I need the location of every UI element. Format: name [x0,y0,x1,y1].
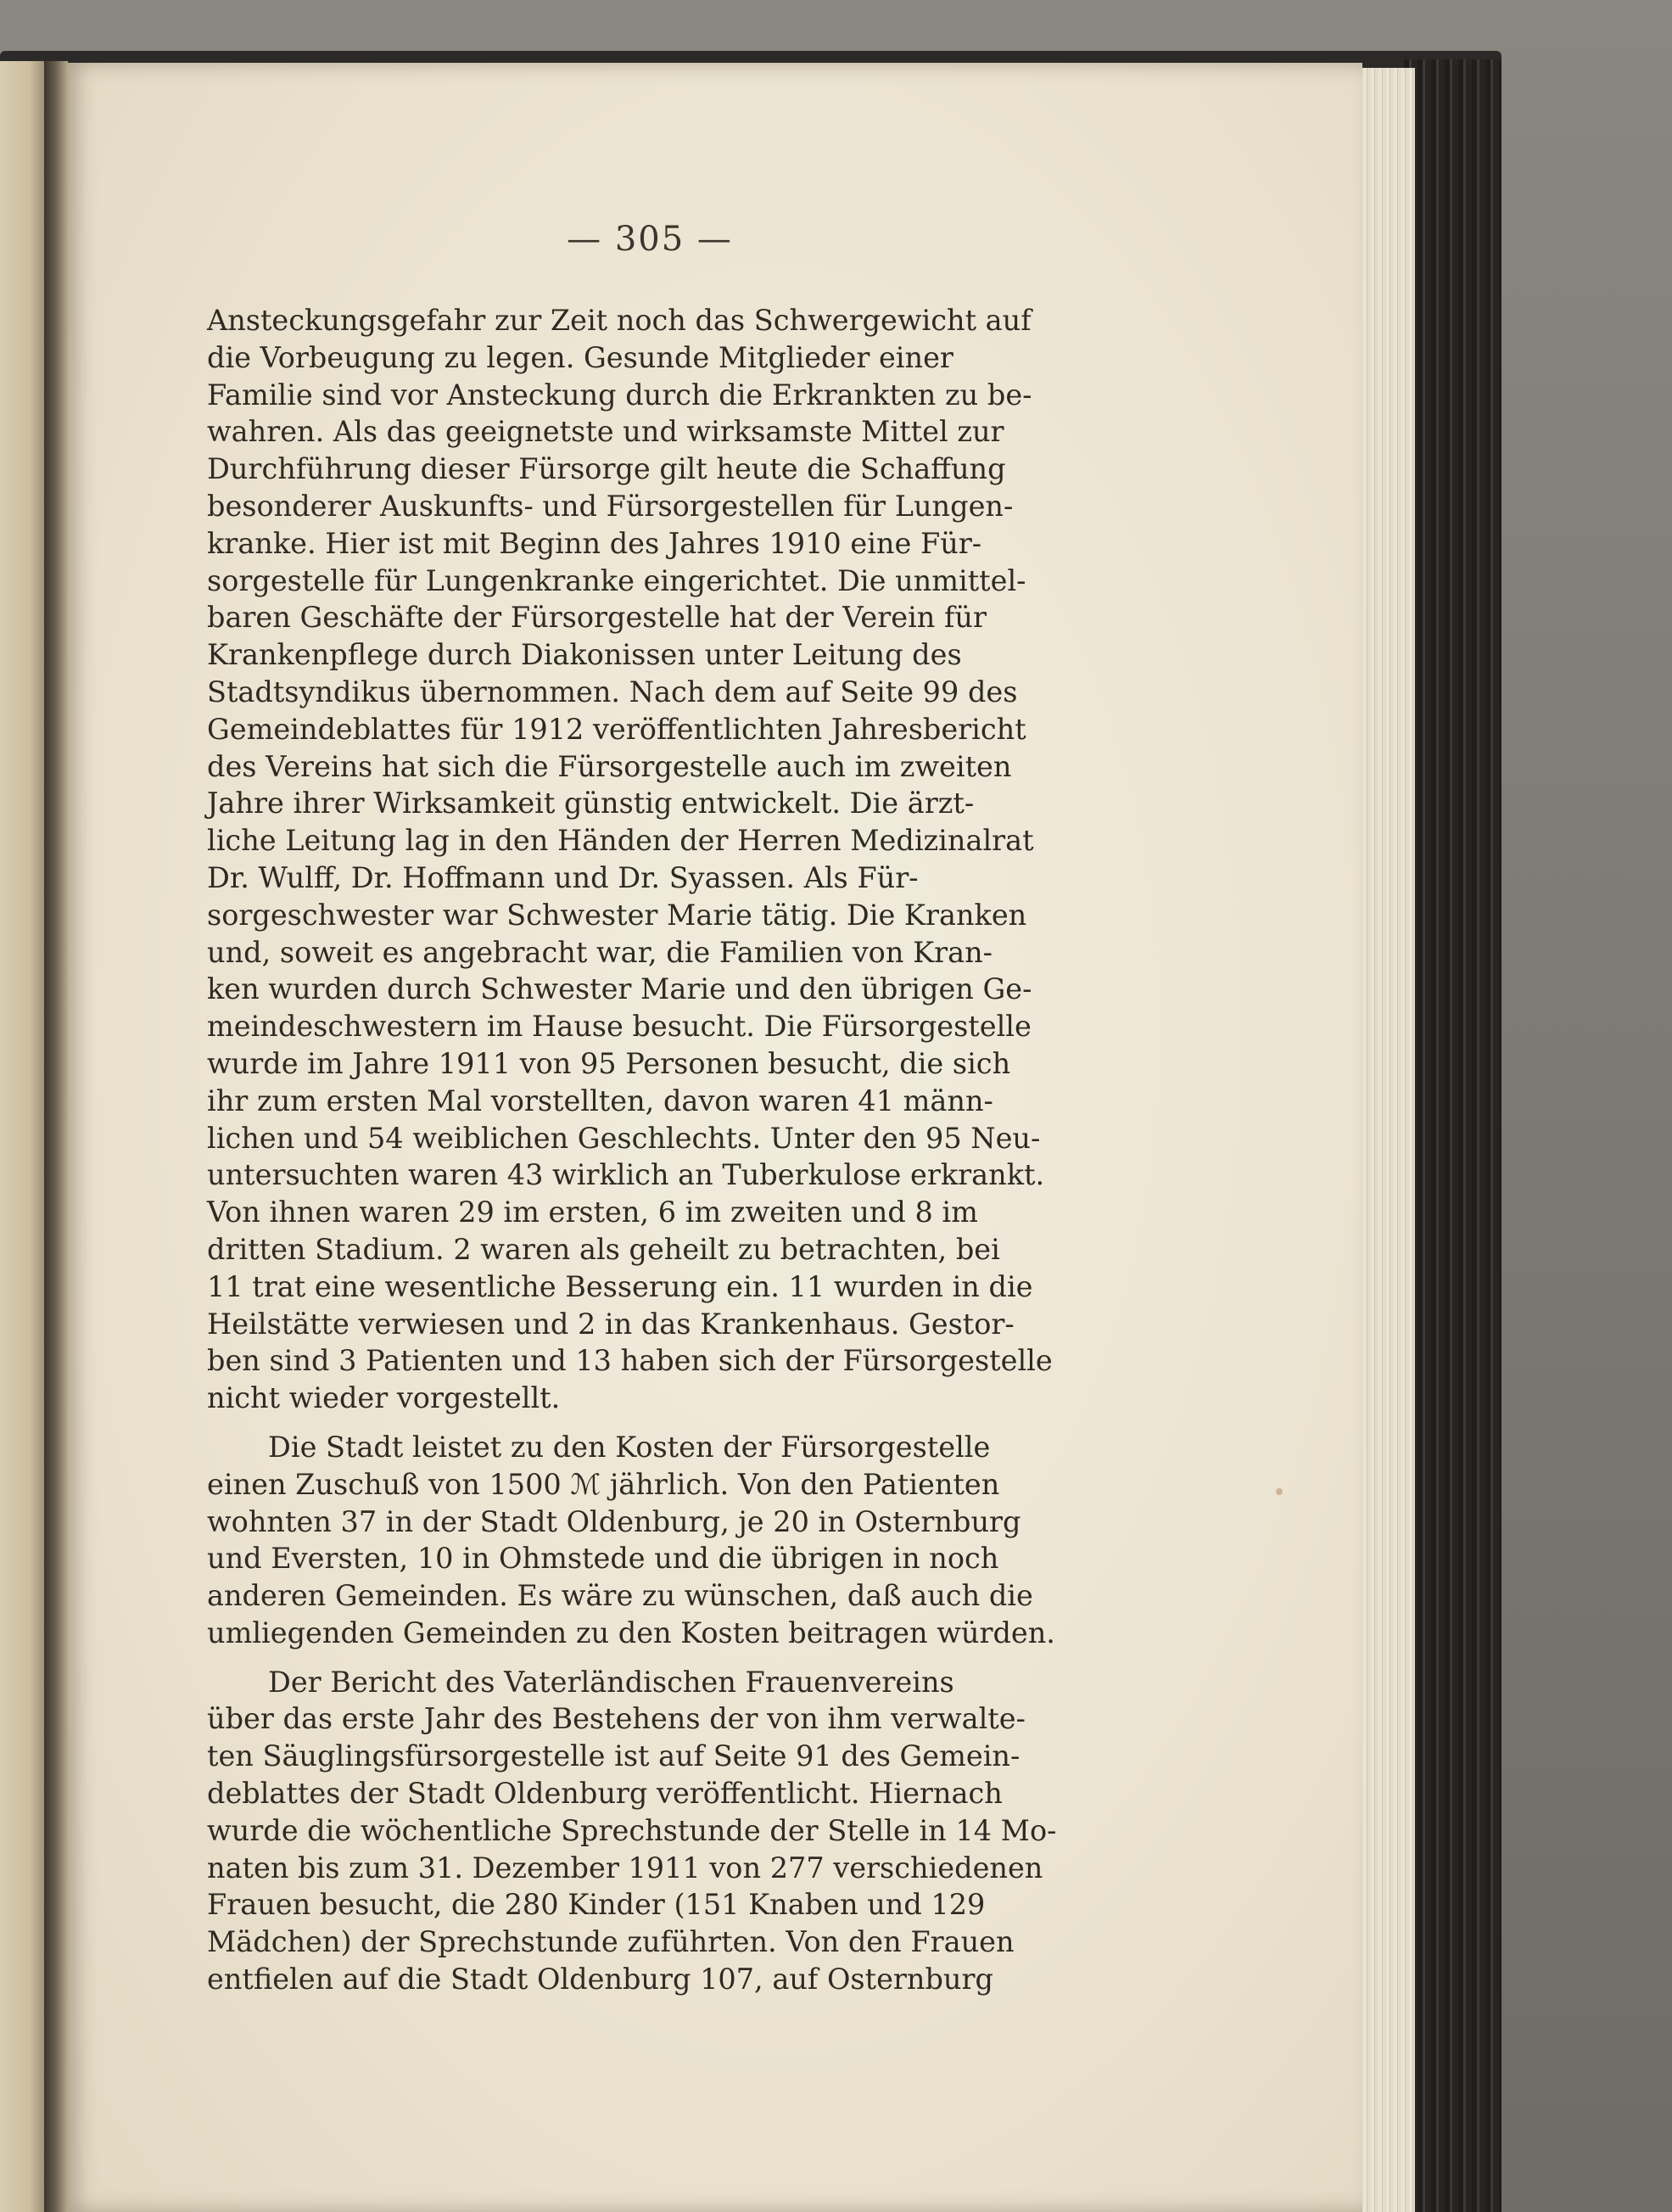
text-line: Frauen besucht, die 280 Kinder (151 Knaben und 129 [207,1888,986,1922]
text-line: und, soweit es angebracht war, die Familien von Kran- [207,935,993,969]
text-line: untersuchten waren 43 wirklich an Tuberkulose erkrankt. [207,1158,1045,1192]
text-line: Gemeindeblattes für 1912 veröffentlichten Jahresbericht [207,712,1026,746]
facing-page-edge [0,61,49,2212]
text-line: liche Leitung lag in den Händen der Herren Medizinalrat [207,824,1034,858]
paragraph [207,1429,1089,1652]
page-number: — 305 — [567,220,733,259]
text-line: Der Bericht des Vaterländischen Frauenvereins [268,1665,954,1699]
text-line: deblattes der Stadt Oldenburg veröffentlicht. Hiernach [207,1777,1003,1811]
text-line: kranke. Hier ist mit Beginn des Jahres 1910 eine Für- [207,526,982,560]
paper-spot [1276,1488,1283,1495]
text-line: Jahre ihrer Wirksamkeit günstig entwickelt. Die ärzt- [207,787,975,820]
book-page [64,63,1362,2212]
text-line: ken wurden durch Schwester Marie und den übrigen Ge- [207,972,1032,1006]
text-line: die Vorbeugung zu legen. Gesunde Mitglieder einer [207,340,953,374]
text-line: dritten Stadium. 2 waren als geheilt zu betrachten, bei [207,1232,1000,1266]
text-line: Die Stadt leistet zu den Kosten der Fürsorgestelle [268,1430,991,1464]
text-line: wurde die wöchentliche Sprechstunde der Stelle in 14 Mo- [207,1813,1057,1847]
text-line: ben sind 3 Patienten und 13 haben sich der Fürsorgestelle [207,1344,1053,1378]
text-line: ihr zum ersten Mal vorstellten, davon waren 41 männ- [207,1084,993,1117]
text-line: über das erste Jahr des Bestehens der von ihm verwalte- [207,1702,1026,1736]
text-line: Heilstätte verwiesen und 2 in das Krankenhaus. Gestor- [207,1307,1015,1341]
text-line: wohnten 37 in der Stadt Oldenburg, je 20 in Osternburg [207,1504,1021,1538]
text-line: Mädchen) der Sprechstunde zuführten. Von den Frauen [207,1925,1015,1959]
text-line: einen Zuschuß von 1500 ℳ jährlich. Von den Patienten [207,1467,1000,1501]
text-line: lichen und 54 weiblichen Geschlechts. Unter den 95 Neu- [207,1121,1041,1155]
text-line: baren Geschäfte der Fürsorgestelle hat der Verein für [207,601,987,635]
text-line: Familie sind vor Ansteckung durch die Erkrankten zu be- [207,378,1032,412]
text-line: anderen Gemeinden. Es wäre zu wünschen, daß auch die [207,1579,1033,1613]
text-line: wahren. Als das geeignetste und wirksamste Mittel zur [207,415,1004,449]
text-line: Ansteckungsgefahr zur Zeit noch das Schwergewicht auf [207,304,1032,337]
text-line: des Vereins hat sich die Fürsorgestelle auch im zweiten [207,749,1012,783]
text-line: sorgestelle für Lungenkranke eingerichtet. Die unmittel- [207,563,1026,597]
text-line: wurde im Jahre 1911 von 95 Personen besucht, die sich [207,1046,1011,1080]
book-spine-edge [1404,59,1501,2212]
text-line: ten Säuglingsfürsorgestelle ist auf Seite 91 des Gemein- [207,1739,1021,1773]
text-line: entfielen auf die Stadt Oldenburg 107, auf Osternburg [207,1963,993,1996]
gutter-shadow [44,61,68,2212]
paragraph [207,302,1089,1417]
text-line: Von ihnen waren 29 im ersten, 6 im zweiten und 8 im [207,1196,978,1229]
body-text [207,302,1089,1998]
text-line: 11 trat eine wesentliche Besserung ein. 11 wurden in die [207,1269,1033,1303]
text-line: Dr. Wulff, Dr. Hoffmann und Dr. Syassen. Als Für- [207,860,919,894]
text-line: Durchführung dieser Fürsorge gilt heute die Schaffung [207,452,1006,486]
text-line: nicht wieder vorgestellt. [207,1381,561,1415]
text-line: und Eversten, 10 in Ohmstede und die übrigen in noch [207,1542,999,1576]
text-line: besonderer Auskunfts- und Fürsorgestellen für Lungen- [207,489,1014,523]
text-line: meindeschwestern im Hause besucht. Die Fürsorgestelle [207,1010,1032,1044]
page-stack-edge [1356,68,1415,2212]
text-line: Krankenpflege durch Diakonissen unter Leitung des [207,638,962,672]
text-line: Stadtsyndikus übernommen. Nach dem auf Seite 99 des [207,675,1018,708]
text-line: umliegenden Gemeinden zu den Kosten beitragen würden. [207,1616,1055,1649]
text-line: naten bis zum 31. Dezember 1911 von 277 verschiedenen [207,1851,1043,1884]
text-line: sorgeschwester war Schwester Marie tätig. Die Kranken [207,898,1027,932]
paragraph [207,1664,1089,1998]
